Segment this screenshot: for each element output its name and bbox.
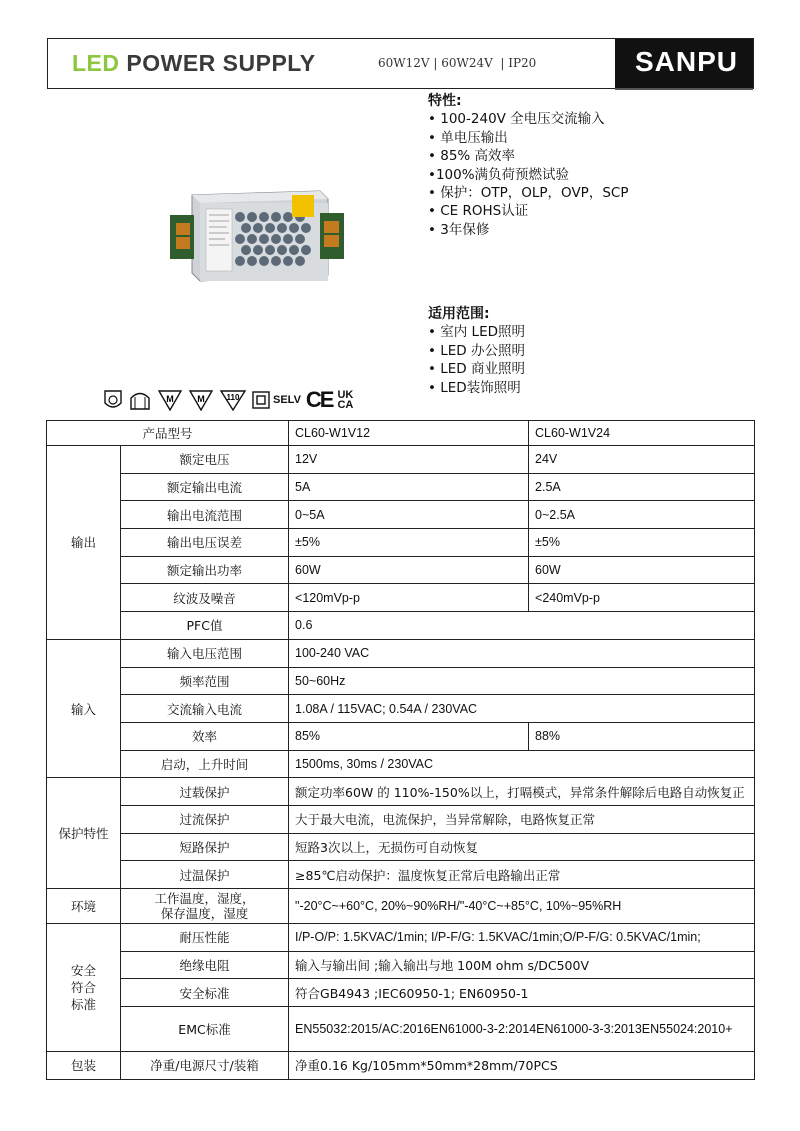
category-environment: 环境 <box>47 889 121 924</box>
features-heading: 特性: <box>428 93 462 109</box>
spec-label: 额定输出功率 <box>121 556 289 584</box>
table-row <box>47 667 755 695</box>
m-mark-icon <box>188 389 214 411</box>
application-scope-section <box>428 305 525 397</box>
svg-text:M: M <box>197 394 205 404</box>
category-output: 输出 <box>47 446 121 640</box>
safety-category-line: 标准 <box>70 997 96 1013</box>
spec-label: 输出电压误差 <box>121 529 289 557</box>
spec-label: PFC值 <box>121 612 289 640</box>
spec-value: 50~60Hz <box>289 667 755 695</box>
spec-value: 输入与输出间 ;输入输出与地 100M ohm s/DC500V <box>289 951 755 979</box>
title-power-supply: POWER SUPPLY <box>126 50 316 76</box>
table-row <box>47 805 755 833</box>
spec-value-b: 60W <box>529 556 755 584</box>
spec-value: 净重0.16 Kg/105mm*50mm*28mm/70PCS <box>289 1052 755 1080</box>
table-row <box>47 889 755 924</box>
safety-category-line: 安全 <box>70 963 96 979</box>
document-header <box>47 38 754 89</box>
spec-value-b: 24V <box>529 446 755 474</box>
document-title <box>72 50 316 77</box>
table-row <box>47 639 755 667</box>
model-a: CL60-W1V12 <box>289 421 529 446</box>
table-row <box>47 951 755 979</box>
spec-value: 100-240 VAC <box>289 639 755 667</box>
category-safety <box>47 924 121 1052</box>
table-row <box>47 501 755 529</box>
table-row <box>47 612 755 640</box>
spec-value-b: 0~2.5A <box>529 501 755 529</box>
spec-value-a: 60W <box>289 556 529 584</box>
spec-value: "-20°C~+60°C, 20%~90%RH/"-40°C~+85°C, 10%~95%RH <box>289 889 755 924</box>
spec-label: 启动，上升时间 <box>121 750 289 778</box>
spec-label: 短路保护 <box>121 833 289 861</box>
spec-label: EMC标准 <box>121 1007 289 1052</box>
spec-label: 净重/电源尺寸/装箱 <box>121 1052 289 1080</box>
spec-value-a: <120mVp-p <box>289 584 529 612</box>
feature-item: • 85% 高效率 <box>428 148 516 165</box>
feature-item: • 保护：OTP，OLP，OVP，SCP <box>428 185 629 202</box>
table-row <box>47 778 755 806</box>
category-protection: 保护特性 <box>47 778 121 889</box>
category-packing: 包装 <box>47 1052 121 1080</box>
spec-label <box>121 889 289 924</box>
table-row <box>47 421 755 446</box>
model-label: 产品型号 <box>47 421 289 446</box>
spec-value-b: 88% <box>529 722 755 750</box>
spec-value: EN55032:2015/AC:2016EN61000-3-2:2014EN61000-3-3:2013EN55024:2010+ <box>289 1007 755 1052</box>
spec-value-a: 0~5A <box>289 501 529 529</box>
ukca-mark <box>337 390 353 410</box>
spec-value: 短路3次以上，无损伤可自动恢复 <box>289 833 755 861</box>
spec-value-a: ±5% <box>289 529 529 557</box>
spec-label: 绝缘电阻 <box>121 951 289 979</box>
spec-value: 1500ms, 30ms / 230VAC <box>289 750 755 778</box>
spec-value-a: 12V <box>289 446 529 474</box>
selv-mark: SELV <box>273 394 301 406</box>
model-list: 60W12V | 60W24V | IP20 <box>378 56 537 70</box>
env-label-line: 保存温度，湿度 <box>160 906 249 921</box>
double-insulation-icon <box>252 391 270 409</box>
spec-value-b: ±5% <box>529 529 755 557</box>
table-row <box>47 979 755 1007</box>
spec-value: 额定功率60W 的 110%-150%以上，打嗝模式，异常条件解除后电路自动恢复正 <box>289 778 755 806</box>
spec-value: 大于最大电流，电流保护，当异常解除，电路恢复正常 <box>289 805 755 833</box>
scope-item: • LED 商业照明 <box>428 361 525 378</box>
title-led: LED <box>72 50 120 76</box>
spec-value: 0.6 <box>289 612 755 640</box>
spec-label: 交流输入电流 <box>121 695 289 723</box>
table-row <box>47 695 755 723</box>
table-row <box>47 722 755 750</box>
table-row <box>47 529 755 557</box>
spec-value: 1.08A / 115VAC; 0.54A / 230VAC <box>289 695 755 723</box>
spec-value-a: 5A <box>289 473 529 501</box>
safety-shield-icon <box>103 389 123 411</box>
certification-icons <box>103 388 353 412</box>
spec-value: ≥85℃启动保护：温度恢复正常后电路输出正常 <box>289 861 755 889</box>
m-mark-icon <box>157 389 183 411</box>
spec-value: I/P-O/P: 1.5KVAC/1min; I/P-F/G: 1.5KVAC/1min;O/P-F/G: 0.5KVAC/1min; <box>289 924 755 952</box>
ce-mark: CE <box>305 387 333 412</box>
brand-logo-box <box>615 39 753 88</box>
table-row <box>47 833 755 861</box>
spec-value-b: 2.5A <box>529 473 755 501</box>
scope-item: • LED 办公照明 <box>428 342 525 359</box>
spec-label: 纹波及噪音 <box>121 584 289 612</box>
table-row <box>47 924 755 952</box>
table-row <box>47 446 755 474</box>
feature-item: • 3年保修 <box>428 221 490 238</box>
category-input: 输入 <box>47 639 121 777</box>
safety-category-line: 符合 <box>70 980 96 996</box>
brand-logo: SANPU <box>635 46 739 77</box>
spec-table <box>46 420 755 1080</box>
scope-heading: 适用范围: <box>428 306 490 322</box>
spec-value-b: <240mVp-p <box>529 584 755 612</box>
spec-label: 安全标准 <box>121 979 289 1007</box>
scope-item: • 室内 LED照明 <box>428 324 525 341</box>
table-row <box>47 1052 755 1080</box>
feature-item: •100%满负荷预燃试验 <box>428 166 570 183</box>
feature-item: • 单电压输出 <box>428 129 508 146</box>
table-row <box>47 861 755 889</box>
table-row <box>47 584 755 612</box>
feature-item: • CE ROHS认证 <box>428 203 529 220</box>
feature-item: • 100-240V 全电压交流输入 <box>428 111 605 128</box>
table-row <box>47 473 755 501</box>
spec-label: 效率 <box>121 722 289 750</box>
svg-text:110: 110 <box>226 393 240 402</box>
spec-label: 额定电压 <box>121 446 289 474</box>
spec-label: 额定输出电流 <box>121 473 289 501</box>
spec-label: 过流保护 <box>121 805 289 833</box>
spec-label: 输出电流范围 <box>121 501 289 529</box>
ukca-top: UK <box>337 389 354 401</box>
temperature-110-icon <box>219 389 247 411</box>
spec-label: 频率范围 <box>121 667 289 695</box>
spec-label: 过温保护 <box>121 861 289 889</box>
product-photo <box>170 185 345 285</box>
spec-label: 耐压性能 <box>121 924 289 952</box>
table-row <box>47 750 755 778</box>
svg-text:M: M <box>166 394 174 404</box>
table-row <box>47 556 755 584</box>
ukca-bottom: CA <box>337 399 354 411</box>
env-label-line: 工作温度，湿度， <box>154 891 255 906</box>
features-section <box>428 92 628 239</box>
spec-label: 输入电压范围 <box>121 639 289 667</box>
spec-value-a: 85% <box>289 722 529 750</box>
model-b: CL60-W1V24 <box>529 421 755 446</box>
scope-item: • LED装饰照明 <box>428 379 521 396</box>
spec-label: 过载保护 <box>121 778 289 806</box>
spec-value: 符合GB4943 ;IEC60950-1; EN60950-1 <box>289 979 755 1007</box>
lamp-class-icon <box>128 389 152 411</box>
table-row <box>47 1007 755 1052</box>
